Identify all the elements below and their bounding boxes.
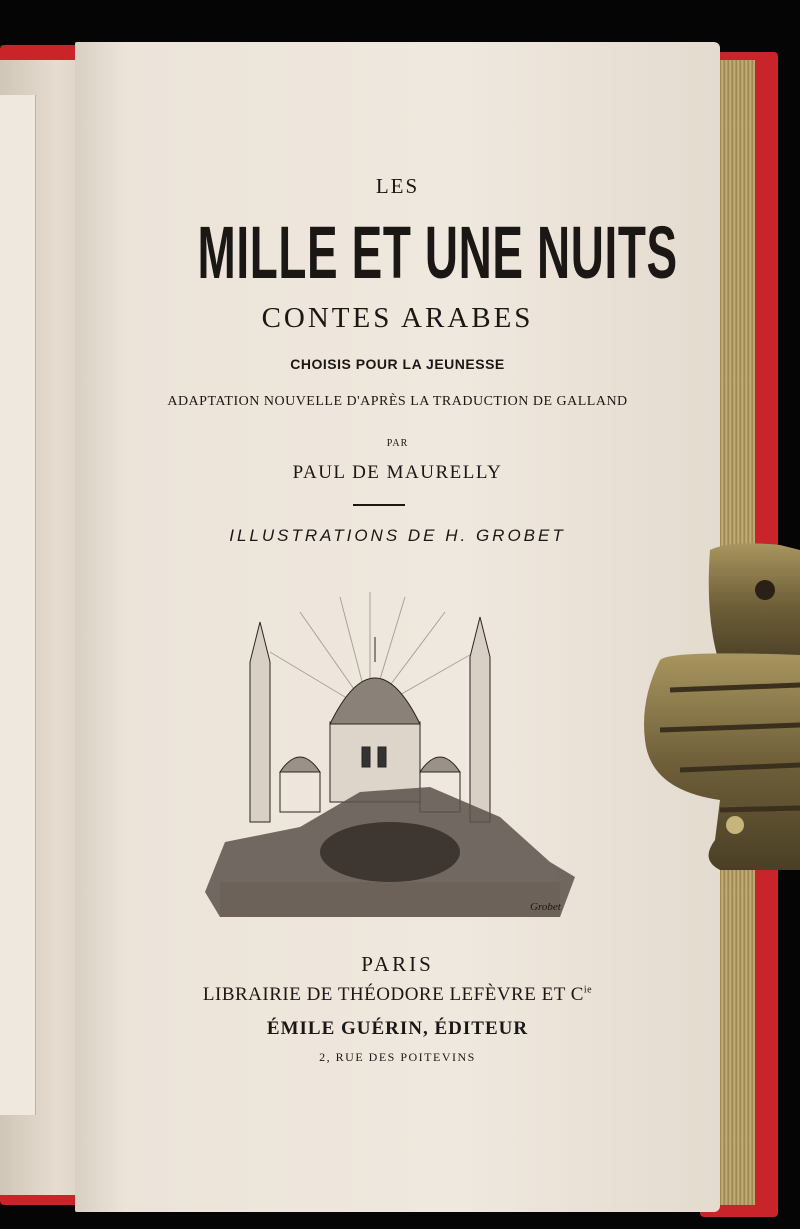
left-page-plate xyxy=(0,95,36,1115)
by-label: PAR xyxy=(386,438,409,449)
minaret-right xyxy=(470,617,490,822)
mosque-engraving xyxy=(200,572,580,922)
publisher-line-1 xyxy=(75,984,720,1006)
engraving-signature: Grobet xyxy=(530,901,561,913)
publisher-address: 2, RUE DES POITEVINS xyxy=(319,1050,476,1064)
publisher-name: LIBRAIRIE DE THÉODORE LEFÈVRE ET C xyxy=(202,984,584,1005)
fruit-bowl xyxy=(320,822,460,882)
tagline: CHOISIS POUR LA JEUNESSE xyxy=(290,356,505,372)
publisher-suffix: ie xyxy=(583,984,593,996)
author: PAUL DE MAURELLY xyxy=(292,462,503,483)
illustrator-credit: ILLUSTRATIONS DE H. GROBET xyxy=(229,526,566,545)
table-cloth xyxy=(220,882,560,917)
title-page xyxy=(75,42,720,1212)
brass-clasp xyxy=(640,540,800,880)
minaret-left xyxy=(250,622,270,822)
title-article: LES xyxy=(375,174,420,198)
book-subtitle: CONTES ARABES xyxy=(261,302,534,334)
city: PARIS xyxy=(361,952,434,976)
book-title: MILLE ET UNE NUITS xyxy=(197,211,678,294)
adaptation-note: ADAPTATION NOUVELLE D'APRÈS LA TRADUCTION DE GALLAND xyxy=(167,394,628,409)
publisher-line-2: ÉMILE GUÉRIN, ÉDITEUR xyxy=(266,1018,529,1039)
divider xyxy=(353,504,405,506)
mosque-dome xyxy=(330,678,420,724)
